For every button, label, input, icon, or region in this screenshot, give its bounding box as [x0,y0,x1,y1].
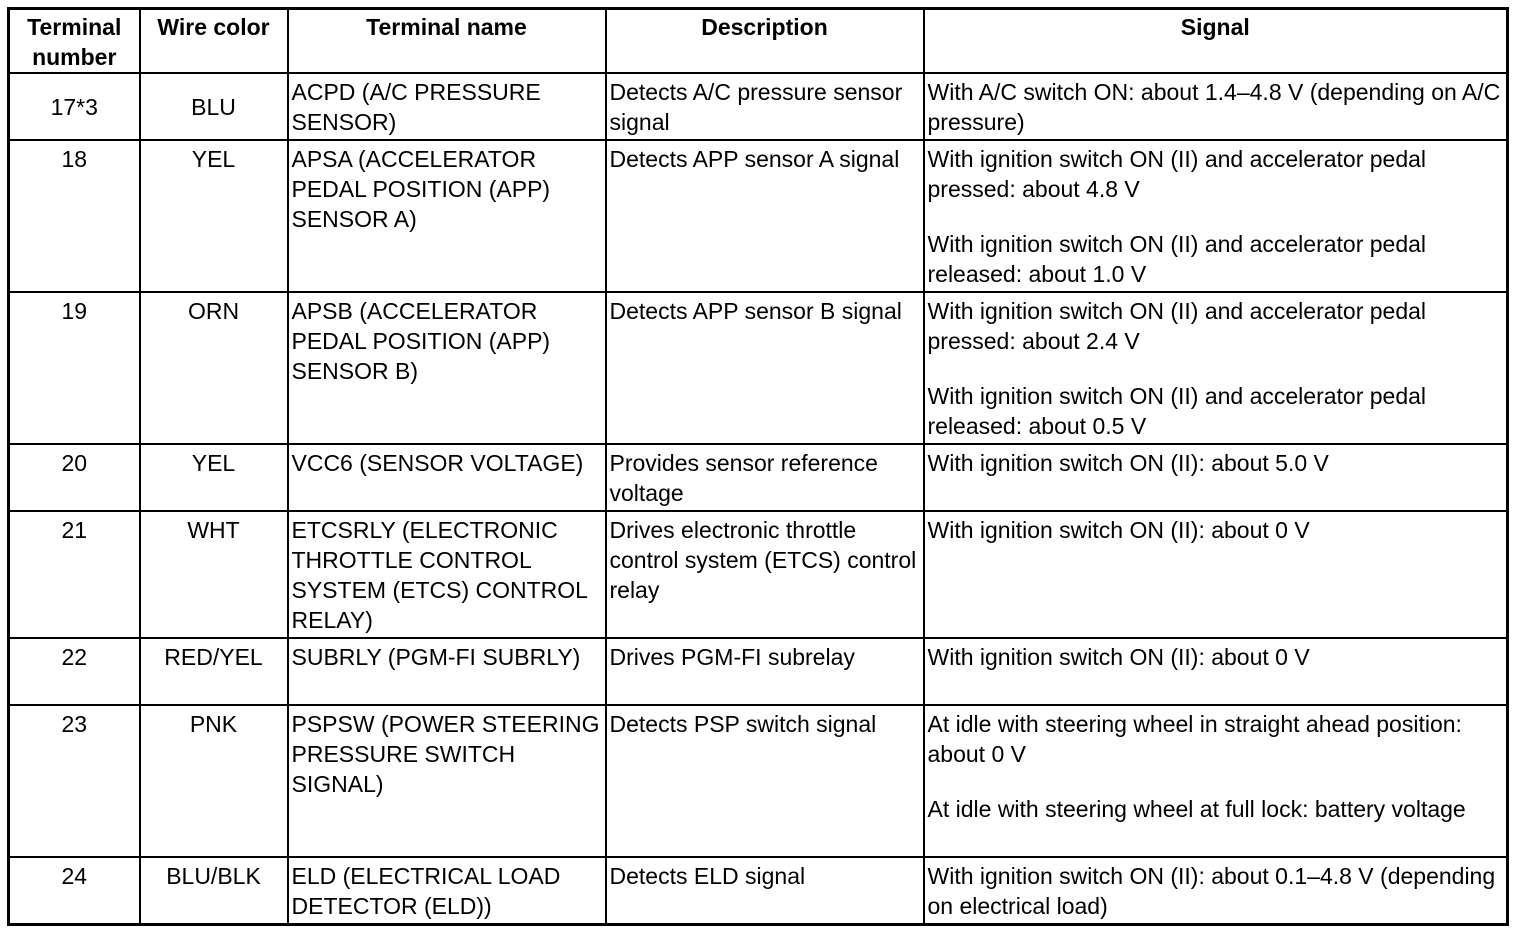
cell-wire-color: WHT [140,511,288,638]
terminal-table [7,7,1509,926]
cell-signal [924,73,1508,140]
cell-signal [924,705,1508,857]
cell-wire-color: ORN [140,292,288,444]
cell-wire-color: YEL [140,140,288,292]
cell-terminal: 17*3 [9,73,140,140]
cell-description: Detects ELD signal [606,857,924,924]
cell-description: Detects PSP switch signal [606,705,924,857]
header-terminal-name [288,9,606,74]
cell-description: Detects APP sensor A signal [606,140,924,292]
signal-line: With ignition switch ON (II): about 5.0 V [927,450,1329,476]
signal-line: With ignition switch ON (II): about 0 V [927,517,1310,543]
cell-wire-color: YEL [140,444,288,511]
cell-signal [924,444,1508,511]
table-row [9,511,1508,638]
signal-line: With ignition switch ON (II): about 0.1–4.8 V (depending on electrical load) [927,863,1496,919]
cell-terminal-name: APSA (ACCELERATOR PEDAL POSITION (APP) SENSOR A) [288,140,606,292]
signal-line: With ignition switch ON (II): about 0 V [927,644,1310,670]
signal-line: With ignition switch ON (II) and accelerator pedal pressed: about 2.4 V [927,298,1427,354]
cell-terminal: 20 [9,444,140,511]
header-terminal-number [9,9,140,74]
cell-wire-color: BLU [140,73,288,140]
header-terminal-name-label: Terminal name [366,14,527,40]
cell-terminal-name: SUBRLY (PGM-FI SUBRLY) [288,638,606,705]
table-header-row [9,9,1508,74]
signal-line: With ignition switch ON (II) and accelerator pedal released: about 0.5 V [927,383,1427,439]
header-signal [924,9,1508,74]
cell-terminal-name: ETCSRLY (ELECTRONIC THROTTLE CONTROL SYSTEM (ETCS) CONTROL RELAY) [288,511,606,638]
cell-terminal: 21 [9,511,140,638]
cell-description: Drives PGM-FI subrelay [606,638,924,705]
cell-signal [924,511,1508,638]
cell-terminal-name: ACPD (A/C PRESSURE SENSOR) [288,73,606,140]
cell-wire-color: RED/YEL [140,638,288,705]
header-wire-color [140,9,288,74]
table-row [9,857,1508,924]
cell-terminal-name: PSPSW (POWER STEERING PRESSURE SWITCH SIGNAL) [288,705,606,857]
cell-signal [924,292,1508,444]
table-row [9,638,1508,705]
header-wire-color-label: Wire color [157,14,270,40]
table-row [9,292,1508,444]
header-terminal-number-label: Terminal number [27,14,122,70]
signal-line: At idle with steering wheel in straight ahead position: about 0 V [927,711,1462,767]
header-description [606,9,924,74]
cell-description: Provides sensor reference voltage [606,444,924,511]
table-row [9,73,1508,140]
cell-terminal-name: APSB (ACCELERATOR PEDAL POSITION (APP) SENSOR B) [288,292,606,444]
table-row [9,140,1508,292]
cell-terminal-name: VCC6 (SENSOR VOLTAGE) [288,444,606,511]
cell-terminal: 18 [9,140,140,292]
cell-signal [924,140,1508,292]
terminal-table-container [7,7,1506,922]
cell-wire-color: PNK [140,705,288,857]
cell-terminal: 22 [9,638,140,705]
header-signal-label: Signal [1180,14,1250,40]
cell-description: Detects APP sensor B signal [606,292,924,444]
table-row [9,444,1508,511]
signal-line: At idle with steering wheel at full lock: battery voltage [927,796,1466,822]
cell-wire-color: BLU/BLK [140,857,288,924]
table-row [9,705,1508,857]
signal-line: With A/C switch ON: about 1.4–4.8 V (depending on A/C pressure) [927,79,1501,135]
cell-description: Drives electronic throttle control system (ETCS) control relay [606,511,924,638]
cell-signal [924,857,1508,924]
cell-terminal-name: ELD (ELECTRICAL LOAD DETECTOR (ELD)) [288,857,606,924]
cell-signal [924,638,1508,705]
cell-terminal: 24 [9,857,140,924]
header-description-label: Description [701,14,828,40]
cell-terminal: 23 [9,705,140,857]
signal-line: With ignition switch ON (II) and accelerator pedal released: about 1.0 V [927,231,1427,287]
cell-terminal: 19 [9,292,140,444]
cell-description: Detects A/C pressure sensor signal [606,73,924,140]
signal-line: With ignition switch ON (II) and accelerator pedal pressed: about 4.8 V [927,146,1427,202]
